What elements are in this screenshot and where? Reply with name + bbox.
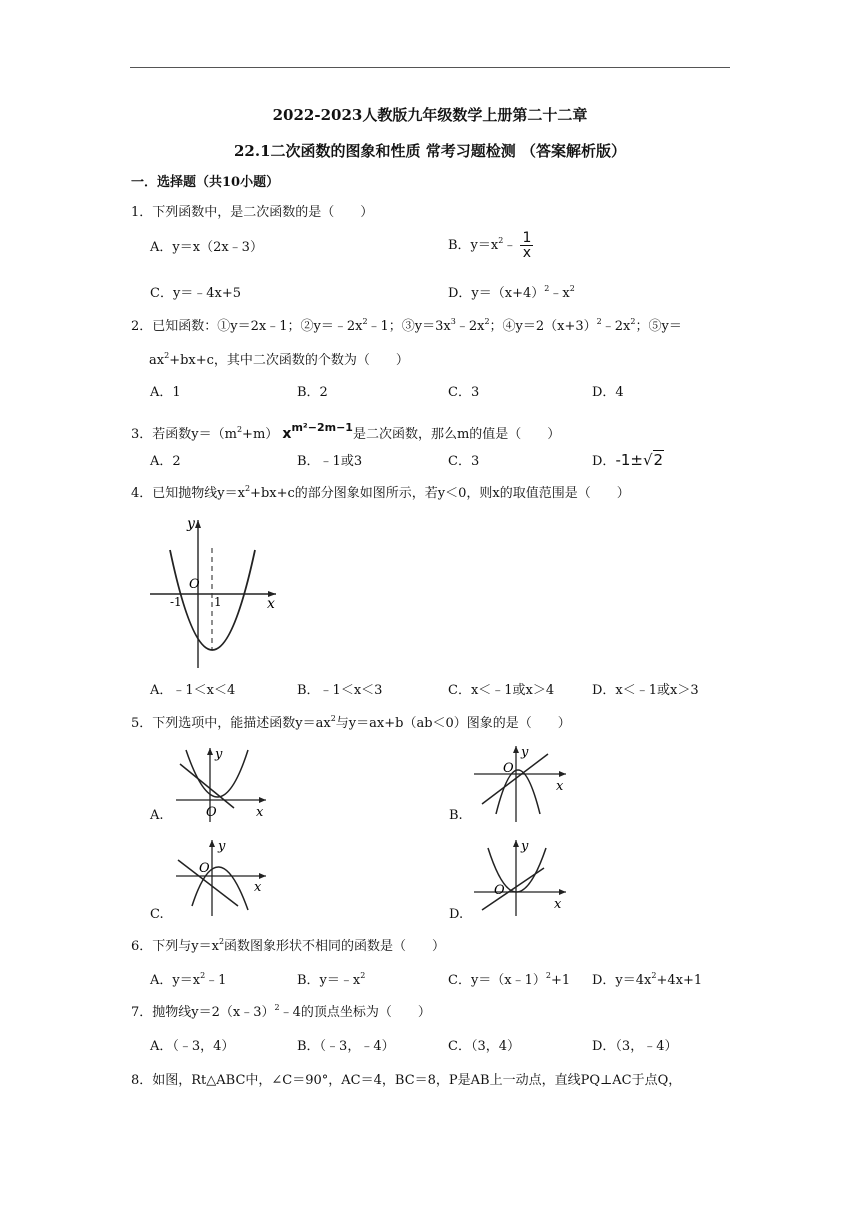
- q7-option-a: A．（﹣3，4）: [150, 1039, 235, 1054]
- q5-option-b-label: B.: [449, 808, 463, 823]
- doc-subtitle: 22.1二次函数的图象和性质 常考习题检测 （答案解析版）: [234, 142, 626, 160]
- doc-title: 2022-2023人教版九年级数学上册第二十二章: [272, 106, 588, 124]
- q6-option-c: C．y＝（x﹣1）$^2$+1: [448, 971, 571, 988]
- line-graph: [180, 764, 234, 808]
- q2-stem-line1: 2．已知函数：①y＝2x﹣1；$②y=﹣2x^2﹣1$；$③y=3x^3﹣2x^2$；$④y=2(x+3)^2﹣2x^2$；⑤y＝: [131, 317, 682, 334]
- origin-label: O: [189, 577, 200, 592]
- q3-option-b: B．﹣1或3: [297, 454, 363, 469]
- q1-option-d: D．$y=(x+4)^2﹣x^2$: [448, 284, 575, 301]
- x-label: x: [254, 880, 262, 895]
- q3-stem: 3．若函数$y=(m^2+m)$ $x^{m^2-2m-1}$是二次函数，那么m的值是（ ）: [131, 421, 561, 442]
- q5-graph-d: [466, 836, 576, 918]
- origin-label: O: [206, 805, 217, 820]
- q2-option-d: D．4: [592, 385, 624, 400]
- x-label: x: [256, 805, 264, 820]
- q1-fraction: $\frac{1}{x}$: [522, 230, 532, 261]
- q3-option-d: D．-1±√2: [592, 451, 664, 469]
- q1-option-a: A．y＝x（2x﹣3）: [150, 240, 263, 255]
- x-axis-arrow: [559, 771, 566, 777]
- y-axis-arrow: [513, 746, 519, 753]
- x-label: x: [267, 596, 275, 612]
- q4-stem: 4．已知抛物线$y=x^2+bx+c$的部分图象如图所示，若y＜0，则x的取值范围是（ ）: [131, 484, 630, 501]
- origin-label: O: [494, 883, 505, 898]
- header-rule: [130, 67, 730, 68]
- q4-option-d: D．x＜﹣1或x＞3: [592, 683, 699, 698]
- x-axis-arrow: [559, 889, 566, 895]
- origin-label: O: [503, 761, 514, 776]
- q5-option-a-label: A.: [150, 808, 164, 823]
- y-axis-arrow: [195, 520, 201, 528]
- y-axis-arrow: [209, 840, 215, 847]
- q6-option-b: B．$y=﹣x^2$: [297, 971, 366, 988]
- y-label: y: [521, 745, 529, 760]
- y-axis-arrow: [207, 748, 213, 755]
- line-graph: [482, 754, 548, 804]
- q3-option-a: A．2: [150, 454, 181, 469]
- q1-stem: 1．下列函数中，是二次函数的是（ ）: [131, 205, 374, 220]
- q7-option-d: D．（3，﹣4）: [592, 1039, 678, 1054]
- q4-option-a: A．﹣1＜x＜4: [150, 683, 236, 698]
- y-label: y: [187, 516, 195, 532]
- q7-option-c: C．（3，4）: [448, 1039, 520, 1054]
- q8-stem: 8．如图，Rt△ABC中，∠C＝90°，AC＝4，BC＝8，P是AB上一动点，直线PQ⊥AC于点Q，: [131, 1073, 682, 1088]
- q5-graph-a: [168, 742, 278, 824]
- section-heading: 一．选择题（共10小题）: [131, 175, 280, 190]
- x-label: x: [556, 779, 564, 794]
- q7-option-b: B．（﹣3，﹣4）: [297, 1039, 395, 1054]
- q3-option-c: C．3: [448, 454, 480, 469]
- q5-option-c-label: C.: [150, 907, 164, 922]
- q4-option-b: B．﹣1＜x＜3: [297, 683, 383, 698]
- y-label: y: [521, 839, 529, 854]
- q5-option-d-label: D.: [449, 907, 464, 922]
- origin-label: O: [199, 861, 210, 876]
- y-label: y: [215, 747, 223, 762]
- q7-stem: 7．抛物线y＝2（x﹣3）$^2$﹣4的顶点坐标为（ ）: [131, 1003, 431, 1020]
- x-axis-arrow: [259, 797, 266, 803]
- x-axis-arrow: [259, 873, 266, 879]
- q1-option-c: C．y＝﹣4x+5: [150, 286, 242, 301]
- q2-option-b: B．2: [297, 385, 328, 400]
- y-axis-arrow: [513, 840, 519, 847]
- q2-option-a: A．1: [150, 385, 181, 400]
- q6-option-d: D．$y=4x^2+4x+1$: [592, 971, 703, 988]
- q5-graph-c: [168, 836, 278, 918]
- x-label: x: [554, 897, 562, 912]
- q5-stem: 5．下列选项中，能描述函数$y=ax^2$与y＝ax+b（ab＜0）图象的是（ ）: [131, 714, 571, 731]
- q4-option-c: C．x＜﹣1或x＞4: [448, 683, 555, 698]
- y-label: y: [218, 839, 226, 854]
- tick-1: 1: [214, 595, 222, 609]
- q1-option-b: B．$y=x^2﹣$ $\frac{1}{x}$: [448, 230, 532, 261]
- q6-stem: 6．下列与$y=x^2$函数图象形状不相同的函数是（ ）: [131, 937, 446, 954]
- q5-graph-b: [466, 742, 576, 824]
- q2-stem-line2: $ax^2+bx+c$，其中二次函数的个数为（ ）: [149, 351, 409, 368]
- parabola-curve: [170, 550, 255, 650]
- q2-option-c: C．3: [448, 385, 480, 400]
- q4-parabola-graph: [145, 510, 285, 672]
- q6-option-a: A．$y=x^2﹣1$: [150, 971, 227, 988]
- tick-neg1: -1: [170, 595, 182, 609]
